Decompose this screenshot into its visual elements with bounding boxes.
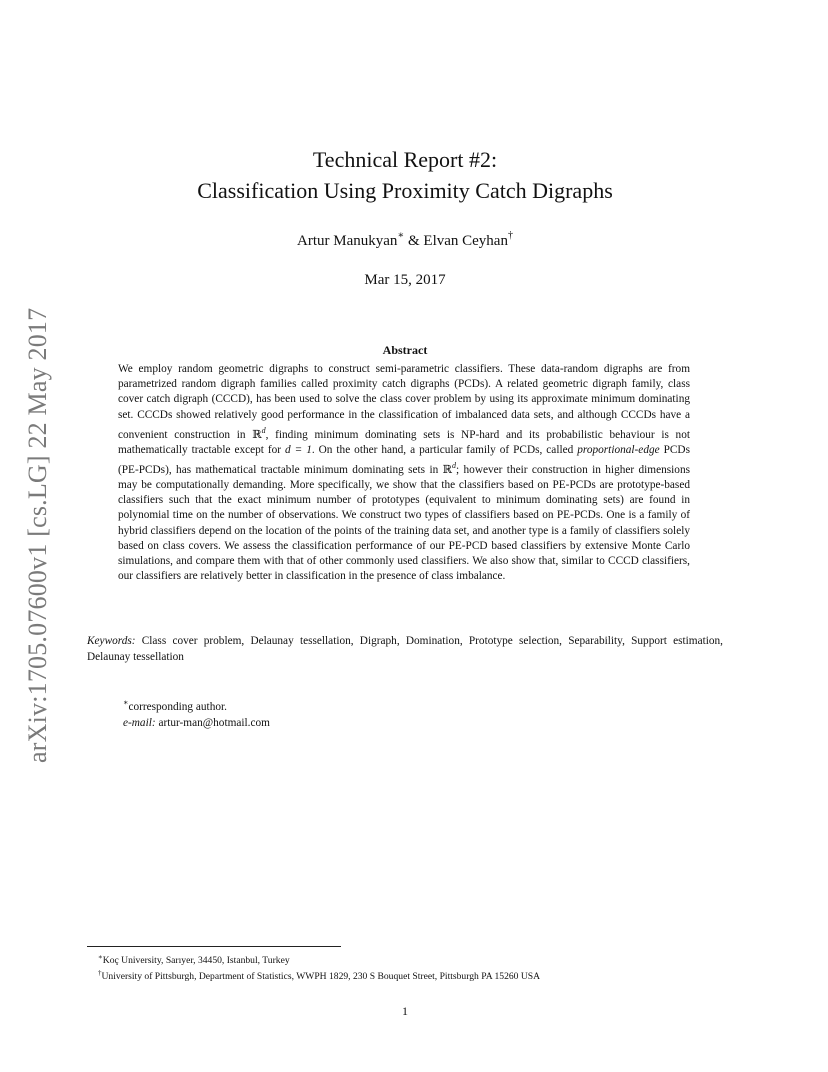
email-label: e-mail: — [123, 716, 156, 729]
footnote-mark: ∗ — [98, 953, 103, 961]
footnotes — [98, 951, 738, 983]
page-number: 1 — [402, 1004, 408, 1018]
correspondence-mark: ∗ — [123, 698, 129, 707]
author-name: Artur Manukyan — [297, 233, 398, 249]
corresponding-author-line — [123, 695, 523, 715]
paper-title — [100, 144, 710, 206]
footnote-text: Koç University, Sarıyer, 34450, Istanbul, Turkey — [102, 955, 290, 967]
paper-date: Mar 15, 2017 — [364, 272, 446, 288]
keywords-paragraph — [87, 633, 723, 665]
author-list — [100, 231, 710, 251]
title-line-2: Classification Using Proximity Catch Digraphs — [197, 178, 613, 203]
email-line — [123, 715, 523, 731]
corresponding-author-text: corresponding author. — [128, 700, 227, 713]
keywords-label: Keywords: — [87, 635, 136, 647]
abstract-superscript: d — [452, 460, 457, 470]
abstract-text: ; however their construction in higher dimensions may be computationally demanding. More specifically, we show that the classifiers based on PE-PCDs are prototype-based classifiers such that the exact minimum number of prototypes (equivalent to minimum dominating sets) are found in polynomial time on the number of observations. We construct two types of classifiers based on PE-PCDs. One is a family of hybrid classifiers depend on the location of the points of the training data set, and another type is a family of classifiers solely based on class covers. We assess the classification performance of our PE-PCD based classifiers by extensive Monte Carlo simulations, and compare them with that of other commonly used classifiers. We also show that, similar to CCCD classifiers, our classifiers are relatively better in classification in the presence of class imbalance. — [118, 463, 690, 583]
abstract-superscript: d — [261, 425, 266, 435]
footnote-mark: † — [98, 969, 102, 978]
author-footnote-mark: † — [507, 230, 513, 241]
correspondence-note — [123, 695, 523, 731]
arxiv-identifier-stamp: arXiv:1705.07600v1 [cs.LG] 22 May 2017 — [23, 307, 52, 763]
abstract-text: . On the other hand, a particular family of PCDs, called — [311, 443, 578, 456]
abstract-text: PCDs (PE-PCDs), has mathematical tractable minimum dominating sets in ℝ — [118, 443, 690, 476]
title-line-1: Technical Report #2: — [312, 147, 498, 172]
abstract-text: We employ random geometric digraphs to construct semi-parametric classifiers. These data-random digraphs are from parametrized random digraph families called proximity catch digraphs (PCDs). A related geometric digraph family, class cover catch digraph (CCCD), has been used to solve the class cover problem by using its approximate minimum dominating set. CCCDs showed relatively good performance in the classification of imbalanced data sets, and although CCCDs have a convenient construction in ℝ — [118, 363, 690, 441]
keywords-text: Class cover problem, Delaunay tessellation, Digraph, Domination, Prototype selection, Separability, Support estimation, Delaunay tessellation — [87, 635, 723, 663]
abstract-math: d = 1 — [285, 443, 312, 456]
abstract-text: , finding minimum dominating sets is NP-hard and its probabilistic behaviour is not mathematically tractable except for — [118, 428, 690, 456]
footnote-divider — [87, 946, 341, 947]
author-footnote-mark: ∗ — [397, 230, 405, 241]
abstract-body — [118, 362, 690, 584]
author-name: Elvan Ceyhan — [423, 233, 508, 249]
abstract-italic-term: proportional-edge — [577, 443, 660, 456]
footnote — [98, 967, 738, 983]
email-address: artur-man@hotmail.com — [155, 716, 270, 729]
footnote-text: University of Pittsburgh, Department of Statistics, WWPH 1829, 230 S Bouquet Street, Pittsburgh PA 15260 USA — [101, 971, 541, 983]
footnote — [98, 951, 738, 967]
abstract-heading: Abstract — [382, 343, 428, 357]
author-separator: & — [404, 233, 424, 249]
